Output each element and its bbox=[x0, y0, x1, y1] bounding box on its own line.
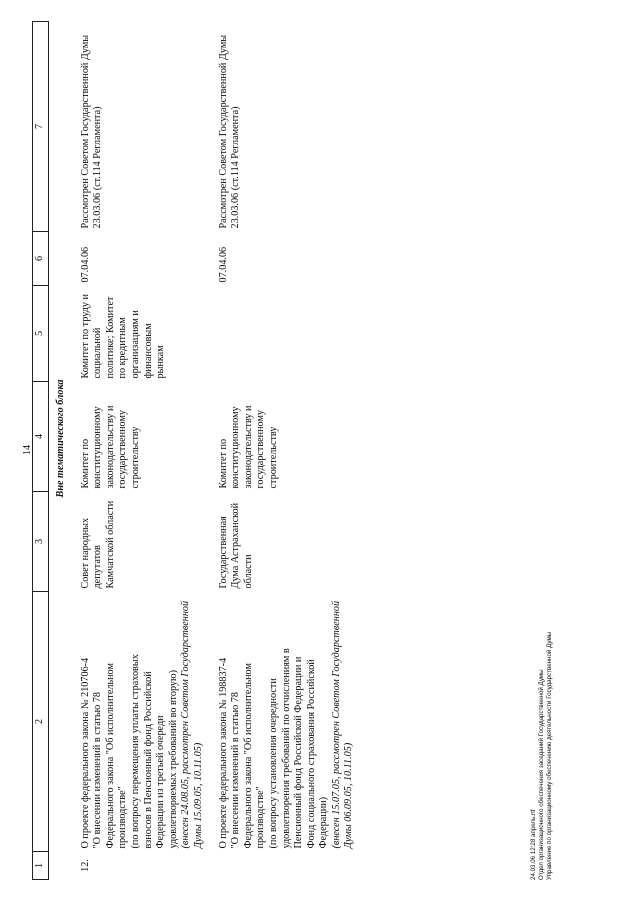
rotated-page bbox=[20, 20, 620, 880]
column-number-row bbox=[33, 22, 49, 880]
row-number: 12. bbox=[79, 859, 91, 872]
bill-title-line: Федерации) bbox=[318, 796, 330, 849]
bill-title-line: производстве" bbox=[117, 786, 129, 849]
bill-author: Государственная Дума Астраханской области bbox=[217, 502, 254, 589]
footer-directorate: Управление по организационному обеспечению деятельности Государственной Думы bbox=[546, 631, 553, 880]
bill-title-line: "О внесении изменений в статью 78 bbox=[230, 691, 242, 849]
bill-title-line: взносов в Пенсионный фонд Российской bbox=[142, 671, 154, 849]
column-header-5: 5 bbox=[33, 286, 49, 382]
bill-title-line: "О внесении изменений в статью 78 bbox=[92, 691, 104, 849]
column-header-3: 3 bbox=[33, 492, 49, 592]
column-header-4: 4 bbox=[33, 382, 49, 492]
column-header-7: 7 bbox=[33, 22, 49, 232]
co-executor-committees: Комитет по труду и социальной политике; Комитет по кредитным организациям и финансовым рынкам bbox=[79, 294, 167, 379]
column-header-6: 6 bbox=[33, 232, 49, 286]
responsible-committee: Комитет по конституционному законодательству и государственному строительству bbox=[217, 405, 279, 489]
bill-submission-note: (внесен 15.07.05, рассмотрен Советом Государственной Думы 06.09.05, 10.11.05) bbox=[330, 600, 355, 849]
bill-title-line: О проекте федерального закона № 210706-4 bbox=[79, 657, 91, 849]
section-title: Вне тематического блока bbox=[55, 379, 66, 498]
bill-title-line: производстве" bbox=[255, 786, 267, 849]
bill-title-line: (по вопросу установления очередности bbox=[267, 678, 279, 849]
agenda-table bbox=[32, 21, 366, 880]
review-status: Рассмотрен Советом Государственной Думы 23.03.06 (ст.114 Регламента) bbox=[217, 34, 242, 229]
review-date: 07.04.06 bbox=[79, 246, 91, 283]
bill-description bbox=[216, 592, 367, 852]
column-header-2: 2 bbox=[33, 592, 49, 852]
section-title-row bbox=[49, 22, 78, 880]
footer-file-stamp: 24.03.06 12:28 апрель.rtf bbox=[530, 809, 537, 880]
bill-title-line: Федерации из третьей очереди bbox=[155, 715, 167, 849]
bill-title-line: Федерального закона "Об исполнительном bbox=[104, 663, 116, 849]
bill-title-line: Федерального закона "Об исполнительном bbox=[242, 663, 254, 849]
co-executor-committees bbox=[216, 286, 367, 382]
bill-author: Совет народных депутатов Камчатской области bbox=[79, 500, 116, 589]
footer-department: Отдел организационного обеспечения заседаний Государственной Думы bbox=[538, 669, 545, 880]
bill-title-line: удовлетворяемых требований во вторую) bbox=[167, 669, 179, 849]
document-footer bbox=[530, 440, 554, 880]
page-number: 14 bbox=[22, 445, 33, 455]
bill-title-line: (по вопросу перемещения уплаты страховых bbox=[129, 654, 141, 849]
review-status: Рассмотрен Советом Государственной Думы 23.03.06 (ст.114 Регламента) bbox=[79, 34, 104, 229]
row-number bbox=[216, 852, 367, 880]
bill-title-line: Фонд социального страхования Российской bbox=[305, 659, 317, 849]
table-row bbox=[78, 22, 216, 880]
bill-title-line: удовлетворения требований по отчислениям в bbox=[280, 648, 292, 849]
table-row bbox=[216, 22, 367, 880]
bill-description bbox=[78, 592, 216, 852]
bill-submission-note: (внесен 24.08.05, рассмотрен Советом Государственной Думы 15.09.05, 10.11.05) bbox=[180, 600, 204, 849]
column-header-1: 1 bbox=[33, 852, 49, 880]
bill-title-line: О проекте федерального закона № 198837-4 bbox=[217, 657, 229, 849]
responsible-committee: Комитет по конституционному законодательству и государственному строительству bbox=[79, 405, 141, 489]
bill-title-line: Пенсионный фонд Российской Федерации и bbox=[293, 656, 305, 849]
review-date: 07.04.06 bbox=[217, 246, 229, 283]
